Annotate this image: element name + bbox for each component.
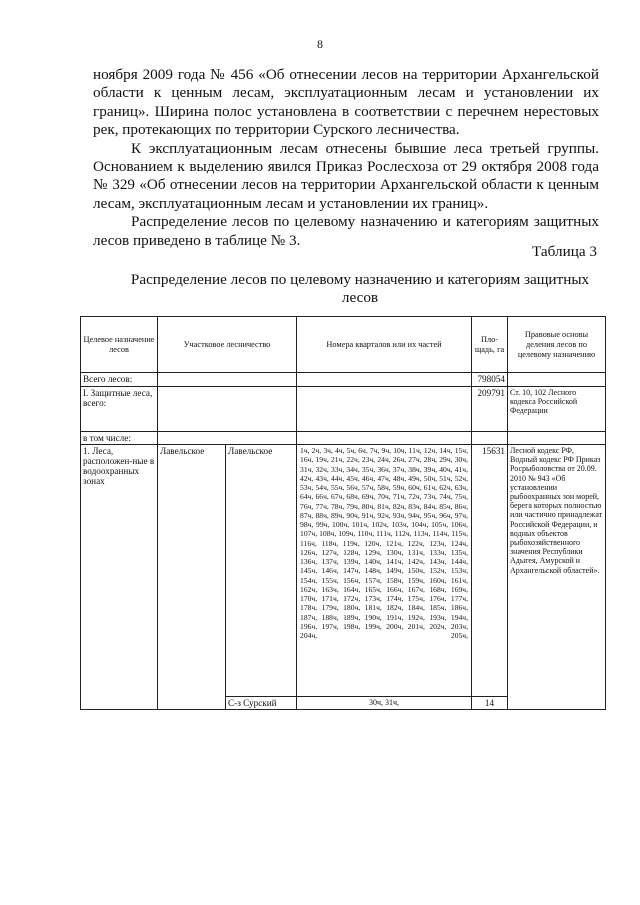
paragraph-3: Распределение лесов по целевому назначению и категориям защитных лесов приведено в таблице № 3. [93, 213, 599, 249]
row-water-legal: Лесной кодекс РФ, Водный кодекс РФ Приказ Росрыболовства от 20.09. 2010 № 943 «Об установлении рыбоохранных зон морей, берега которых полностью или частично принадлежат Российской Федерации, и водных объектов рыбохозяйственного значения Республики Адыгея, Амурской и Архангельской областей». [508, 445, 606, 710]
table-label: Таблица 3 [532, 243, 597, 260]
header-purpose: Целевое назначение лесов [81, 317, 158, 373]
table-header-row [81, 317, 606, 373]
table-row [81, 445, 606, 697]
paragraph-1: ноября 2009 года № 456 «Об отнесении лесов на территории Архангельской области к ценным лесам, эксплуатационным лесам и установлении их границ». Ширина полос установлена в соответствии с перечнем нерестовых рек, протекающих по территории Сурского лесничества. [93, 66, 599, 139]
header-area: Пло-щадь, га [472, 317, 508, 373]
row-total-area: 798054 [472, 373, 508, 387]
table-title: Распределение лесов по целевому назначению и категориям защитных лесов [130, 271, 590, 306]
row-surskiy-area: 14 [472, 697, 508, 710]
row-protective-legal: Ст. 10, 102 Лесного кодекса Российской Федерации [508, 387, 606, 432]
row-water-label: 1. Леса, расположен-ные в водоохранных зонах [81, 445, 158, 710]
table-row [81, 432, 606, 445]
header-quarters: Номера кварталов или их частей [297, 317, 472, 373]
table-row [81, 373, 606, 387]
header-legal-basis: Правовые основы деления лесов по целевому назначению [508, 317, 606, 373]
row-total-label: Всего лесов: [81, 373, 158, 387]
row-protective-label: I. Защитные леса, всего: [81, 387, 158, 432]
row-water-quarters: 1ч, 2ч, 3ч, 4ч, 5ч, 6ч, 7ч, 9ч, 10ч, 11ч, 12ч, 14ч, 15ч, 16ч, 19ч, 21ч, 22ч, 23ч, 24ч, 26ч, 27ч, 28ч, 29ч, 30ч, 31ч, 32ч, 33ч, 34ч, 35ч, 36ч, 37ч, 38ч, 39ч, 40ч, 41ч, 42ч, 43ч, 44ч, 45ч, 46ч, 47ч, 48ч, 49ч, 50ч, 51ч, 52ч, 53ч, 54ч, 55ч, 56ч, 57ч, 58ч, 59ч, 60ч, 61ч, 62ч, 63ч, 64ч, 66ч, 67ч, 68ч, 69ч, 70ч, 71ч, 72ч, 73ч, 74ч, 75ч, 76ч, 77ч, 78ч, 79ч, 80ч, 81ч, 82ч, 83ч, 84ч, 85ч, 86ч, 87ч, 88ч, 89ч, 90ч, 91ч, 92ч, 93ч, 94ч, 95ч, 96ч, 97ч, 98ч, 99ч, 100ч, 101ч, 102ч, 103ч, 104ч, 105ч, 106ч, 107ч, 108ч, 109ч, 110ч, 111ч, 112ч, 113ч, 114ч, 115ч, 116ч, 118ч, 119ч, 120ч, 121ч, 122ч, 123ч, 124ч, 126ч, 127ч, 128ч, 129ч, 130ч, 131ч, 133ч, 135ч, 136ч, 137ч, 139ч, 140ч, 141ч, 142ч, 143ч, 144ч, 145ч, 146ч, 147ч, 148ч, 149ч, 150ч, 152ч, 153ч, 154ч, 155ч, 156ч, 157ч, 158ч, 159ч, 160ч, 161ч, 162ч, 163ч, 164ч, 165ч, 166ч, 167ч, 168ч, 169ч, 170ч, 171ч, 172ч, 173ч, 174ч, 175ч, 176ч, 177ч, 178ч, 179ч, 180ч, 181ч, 182ч, 184ч, 185ч, 186ч, 187ч, 188ч, 189ч, 190ч, 191ч, 192ч, 193ч, 194ч, 196ч, 197ч, 198ч, 199ч, 200ч, 201ч, 202ч, 203ч, 204ч, 205ч, [297, 445, 472, 697]
forest-distribution-table [80, 316, 606, 710]
row-protective-area: 209791 [472, 387, 508, 432]
row-including-label: в том числе: [81, 432, 158, 445]
table-row [81, 387, 606, 432]
row-water-subdistrict: Лавельское [226, 445, 297, 697]
row-water-area: 15631 [472, 445, 508, 697]
row-surskiy-subdistrict: С-з Сурский [226, 697, 297, 710]
paragraph-2: К эксплуатационным лесам отнесены бывшие леса третьей группы. Основанием к выделению явился Приказ Рослесхоза от 29 октября 2008 года № 329 «Об отнесении лесов на территории Архангельской области к ценным лесам, эксплуатационным лесам и установлении их границ». [93, 139, 599, 212]
row-water-district: Лавельское [158, 445, 226, 710]
header-district: Участковое лесничество [158, 317, 297, 373]
page-number: 8 [317, 37, 323, 51]
body-text [93, 66, 599, 250]
row-surskiy-quarters: 30ч, 31ч, [297, 697, 472, 710]
